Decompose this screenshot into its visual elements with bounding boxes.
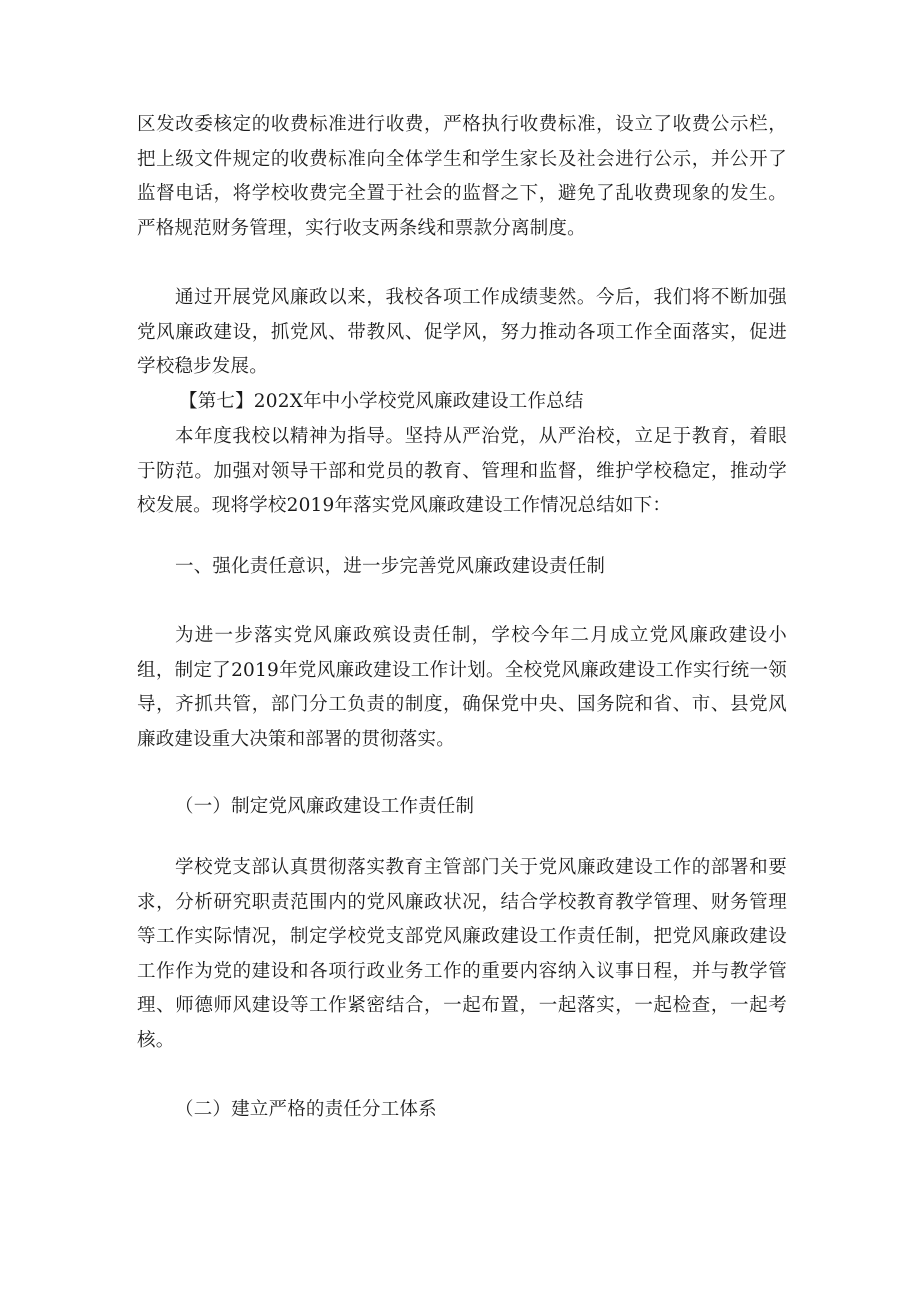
heading-strengthen-responsibility: 一、强化责任意识，进一步完善党风廉政建设责任制 [175,556,606,577]
heading-subsection-two: （二）建立严格的责任分工体系 [175,1099,437,1120]
section-title-seventh: 【第七】202X年中小学校党风廉政建设工作总结 [179,391,584,412]
heading-subsection-one: （一）制定党风廉政建设工作责任制 [175,796,475,817]
paragraph-achievements: 通过开展党风廉政以来，我校各项工作成绩斐然。今后，我们将不断加强党风廉政建设，抓党风、带教风、促学风，努力推动各项工作全面落实，促进学校稳步发展。 [137,287,787,377]
paragraph-party-branch-work: 学校党支部认真贯彻落实教育主管部门关于党风廉政建设工作的部署和要求，分析研究职责范围内的党风廉政状况，结合学校教育教学管理、财务管理等工作实际情况，制定学校党支部党风廉政建设工作责任制，把党风廉政建设工作作为党的建设和各项行政业务工作的重要内容纳入议事日程，并与教学管理、师德师风建设等工作紧密结合，一起布置，一起落实，一起检查，一起考核。 [137,857,787,1051]
paragraph-fee-standards: 区发改委核定的收费标准进行收费，严格执行收费标准，设立了收费公示栏，把上级文件规定的收费标准向全体学生和学生家长及社会进行公示，并公开了监督电话，将学校收费完全置于社会的监督之下，避免了乱收费现象的发生。严格规范财务管理，实行收支两条线和票款分离制度。 [137,114,787,239]
paragraph-annual-overview: 本年度我校以精神为指导。坚持从严治党，从严治校，立足于教育，着眼于防范。加强对领导干部和党员的教育、管理和监督，维护学校稳定，推动学校发展。现将学校2019年落实党风廉政建设工作情况总结如下： [137,426,787,516]
paragraph-responsibility-system: 为进一步落实党风廉政殡设责任制，学校今年二月成立党风廉政建设小组，制定了2019年党风廉政建设工作计划。全校党风廉政建设工作实行统一领导，齐抓共管，部门分工负责的制度，确保党中央、国务院和省、市、县党风廉政建设重大决策和部署的贯彻落实。 [137,625,787,750]
